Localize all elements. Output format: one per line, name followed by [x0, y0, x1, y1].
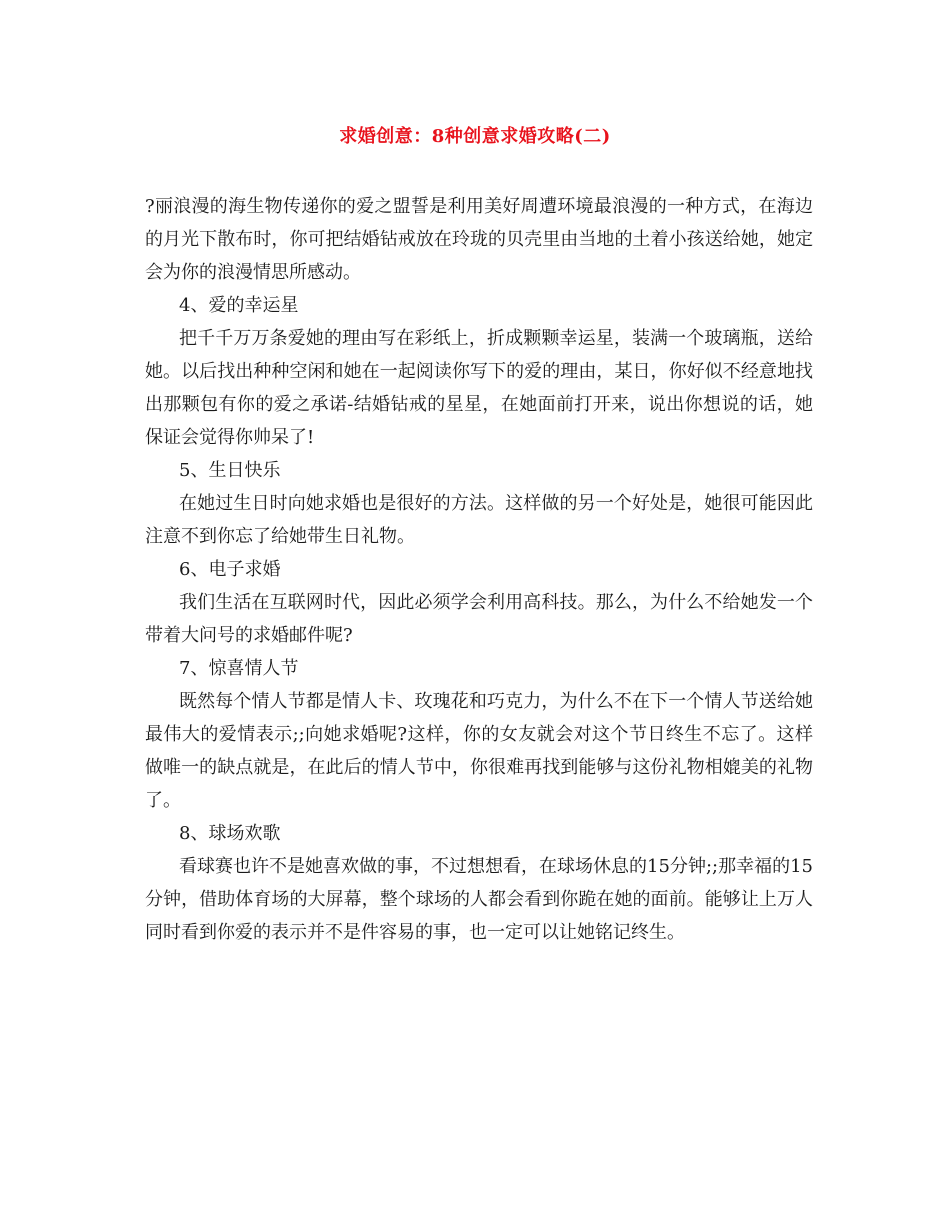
- section-heading-valentine: 7、惊喜情人节: [179, 658, 299, 679]
- paragraph-email: 我们生活在互联网时代，因此必须学会利用高科技。那么，为什么不给她发一个带着大问号的求婚邮件呢?: [145, 592, 813, 646]
- paragraph-valentine: 既然每个情人节都是情人卡、玫瑰花和巧克力，为什么不在下一个情人节送给她最伟大的爱情表示;;向她求婚呢?这样，你的女友就会对这个节日终生不忘了。这样做唯一的缺点就是，在此后的情人节中，你很难再找到能够与这份礼物相媲美的礼物了。: [145, 691, 813, 811]
- paragraph-stadium: 看球赛也许不是她喜欢做的事，不过想想看，在球场休息的15分钟;;那幸福的15分钟，借助体育场的大屏幕，整个球场的人都会看到你跪在她的面前。能够让上万人同时看到你爱的表示并不是件容易的事，也一定可以让她铭记终生。: [145, 856, 813, 943]
- paragraph-lucky-star: 把千千万万条爱她的理由写在彩纸上，折成颗颗幸运星，装满一个玻璃瓶，送给她。以后找出种种空闲和她在一起阅读你写下的爱的理由，某日，你好似不经意地找出那颗包有你的爱之承诺-结婚钻戒的星星，在她面前打开来，说出你想说的话，她保证会觉得你帅呆了!: [145, 328, 813, 448]
- paragraph-intro: ?丽浪漫的海生物传递你的爱之盟誓是利用美好周遭环境最浪漫的一种方式，在海边的月光下散布时，你可把结婚钻戒放在玲珑的贝壳里由当地的土着小孩送给她，她定会为你的浪漫情思所感动。: [145, 196, 813, 283]
- section-heading-email: 6、电子求婚: [179, 559, 281, 580]
- section-heading-stadium: 8、球场欢歌: [179, 823, 281, 844]
- section-heading-birthday: 5、生日快乐: [179, 460, 281, 481]
- document-title: 求婚创意：8种创意求婚攻略(二): [339, 126, 611, 147]
- section-heading-lucky-star: 4、爱的幸运星: [179, 295, 299, 316]
- document-body: [145, 190, 813, 949]
- paragraph-birthday: 在她过生日时向她求婚也是很好的方法。这样做的另一个好处是，她很可能因此注意不到你忘了给她带生日礼物。: [145, 493, 813, 547]
